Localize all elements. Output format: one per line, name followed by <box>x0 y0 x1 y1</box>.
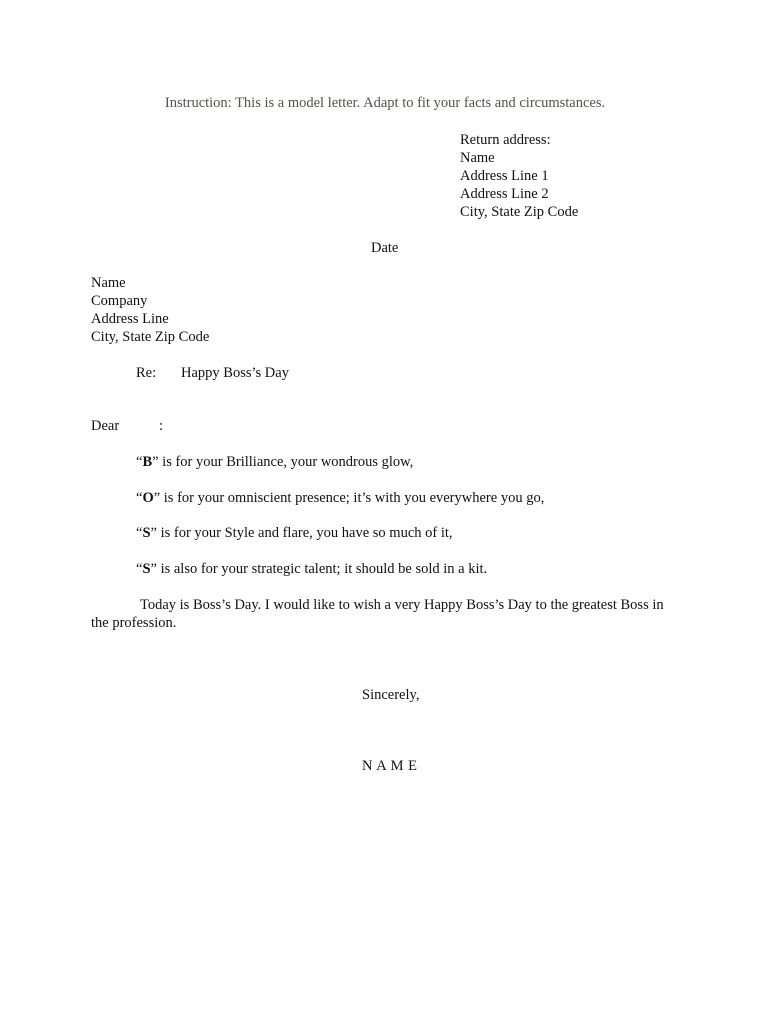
body-paragraph-line-1: Today is Boss’s Day. I would like to wish a very Happy Boss’s Day to the greatest Boss in <box>140 597 664 613</box>
salutation-colon: : <box>159 418 164 434</box>
verse-text: ” is for your Brilliance, your wondrous glow, <box>152 454 414 470</box>
verse-letter: S <box>142 561 151 577</box>
verse-open-quote: “ <box>136 454 143 470</box>
return-address-line: Address Line 2 <box>460 186 549 202</box>
return-address-line: City, State Zip Code <box>460 204 579 220</box>
signature-name: N A M E <box>362 758 418 774</box>
verse-open-quote: “ <box>136 561 143 577</box>
verse-open-quote: “ <box>136 490 143 506</box>
recipient-line: City, State Zip Code <box>91 329 210 345</box>
body-paragraph-line-2: the profession. <box>91 615 177 631</box>
recipient-line: Name <box>91 275 126 291</box>
verse-text: ” is also for your strategic talent; it should be sold in a kit. <box>150 561 488 577</box>
verse-o <box>136 489 544 507</box>
re-subject: Happy Boss’s Day <box>181 365 289 381</box>
verse-text: ” is for your Style and flare, you have so much of it, <box>150 525 453 541</box>
salutation-dear: Dear <box>91 418 120 434</box>
date: Date <box>371 240 399 256</box>
verse-text: ” is for your omniscient presence; it’s with you everywhere you go, <box>153 490 545 506</box>
verse-s-strategic <box>136 560 487 578</box>
verse-s-style <box>136 524 453 542</box>
instruction-line: Instruction: This is a model letter. Adapt to fit your facts and circumstances. <box>164 95 606 111</box>
re-label: Re: <box>136 365 157 381</box>
verse-letter: S <box>142 525 151 541</box>
return-address <box>460 131 578 221</box>
verse-b <box>136 453 413 471</box>
verse-open-quote: “ <box>136 525 143 541</box>
recipient-address <box>91 274 209 346</box>
recipient-line: Address Line <box>91 311 169 327</box>
return-address-line: Name <box>460 150 495 166</box>
return-address-heading: Return address: <box>460 132 551 148</box>
verse-letter: B <box>142 454 153 470</box>
verse-letter: O <box>142 490 154 506</box>
recipient-line: Company <box>91 293 148 309</box>
return-address-line: Address Line 1 <box>460 168 549 184</box>
closing: Sincerely, <box>362 687 420 703</box>
